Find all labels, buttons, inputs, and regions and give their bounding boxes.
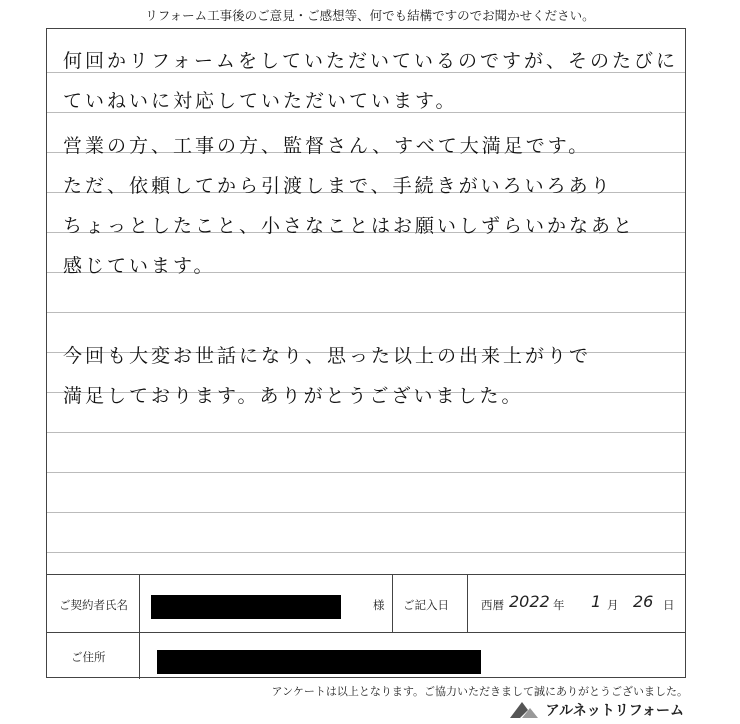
thank-you-note: アンケートは以上となります。ご協力いただきまして誠にありがとうございました。 <box>271 685 688 698</box>
divider <box>467 575 468 633</box>
ruled-comment-area <box>47 29 685 574</box>
handwritten-line-5: ちょっとしたこと、小さなことはお願いしずらいかなあと <box>63 215 636 237</box>
rule-line <box>47 512 685 513</box>
day-unit: 日 <box>663 598 675 612</box>
name-suffix: 様 <box>373 598 385 612</box>
rule-line <box>47 312 685 313</box>
handwritten-line-9: 満足しております。ありがとうございました。 <box>63 385 524 407</box>
rule-line <box>47 432 685 433</box>
date-label: ご記入日 <box>403 598 449 612</box>
name-label: ご契約者氏名 <box>59 598 128 612</box>
handwritten-line-3: 営業の方、工事の方、監督さん、すべて大満足です。 <box>63 135 591 157</box>
name-date-row <box>47 574 685 633</box>
rule-line <box>47 552 685 553</box>
survey-sheet <box>46 28 686 678</box>
survey-instruction: リフォーム工事後のご意見・ご感想等、何でも結構ですのでお聞かせください。 <box>145 8 595 23</box>
handwritten-line-1: 何回かリフォームをしていただいているのですが、そのたびに <box>63 50 679 72</box>
era-label: 西暦 <box>481 598 504 612</box>
divider <box>139 575 140 633</box>
rule-line <box>47 472 685 473</box>
divider <box>392 575 393 633</box>
address-row <box>47 632 685 679</box>
year-value: 2022 <box>509 592 550 611</box>
month-value: 1 <box>591 592 602 611</box>
brand-logo <box>508 700 684 720</box>
address-label: ご住所 <box>71 650 106 664</box>
redacted-name <box>151 595 341 619</box>
handwritten-line-6: 感じています。 <box>63 255 216 277</box>
redacted-address <box>157 650 481 674</box>
day-value: 26 <box>633 592 654 611</box>
handwritten-line-2: ていねいに対応していただいています。 <box>63 90 458 112</box>
year-unit: 年 <box>553 598 565 612</box>
arnet-logo-icon <box>508 700 540 720</box>
handwritten-line-8: 今回も大変お世話になり、思った以上の出来上がりで <box>63 345 592 367</box>
handwritten-line-4: ただ、依頼してから引渡しまで、手続きがいろいろあり <box>63 175 613 197</box>
divider <box>139 633 140 679</box>
brand-name: アルネットリフォーム <box>545 703 684 719</box>
month-unit: 月 <box>607 598 619 612</box>
